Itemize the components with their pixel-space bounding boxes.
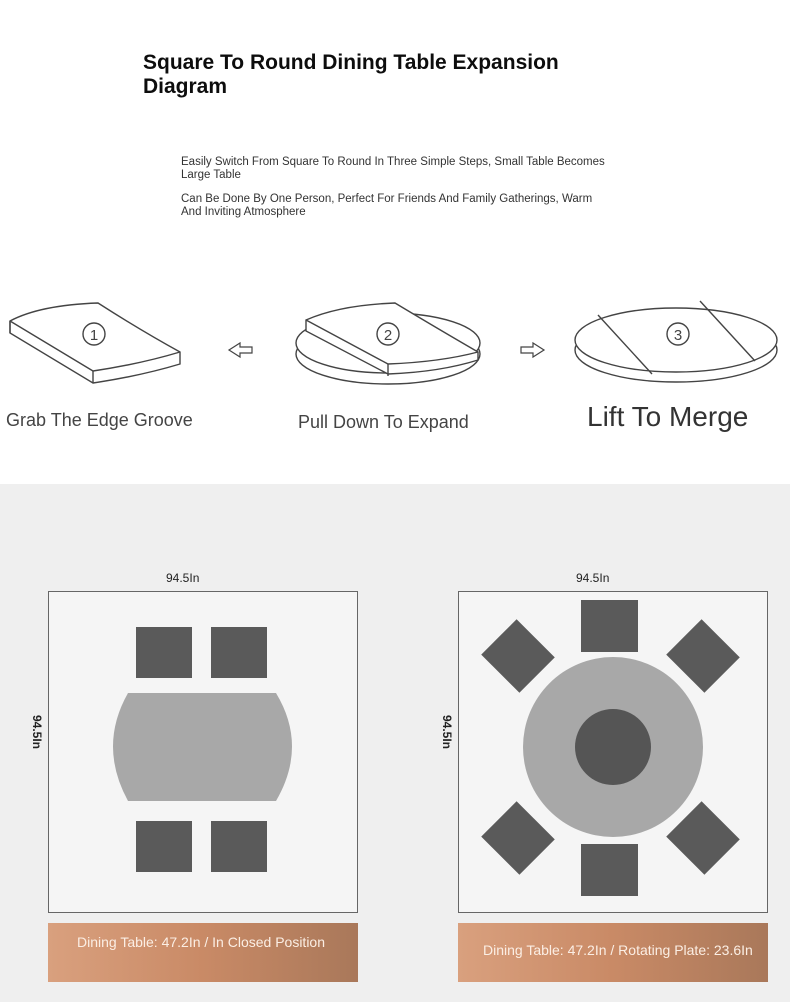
right-arrow-icon	[521, 343, 544, 357]
plan-2-depth-label: 94.5In	[440, 714, 455, 750]
plan-2-width-label: 94.5In	[576, 571, 610, 585]
step-2-number: 2	[383, 327, 393, 344]
step-1-number: 1	[89, 327, 99, 344]
steps-illustration	[0, 285, 790, 395]
chair	[136, 627, 192, 678]
step-3-table-icon	[575, 301, 777, 382]
chair	[581, 600, 638, 652]
step-3-number: 3	[673, 327, 683, 344]
dining-table-closed	[113, 693, 292, 801]
left-arrow-icon	[229, 343, 252, 357]
plan-1-depth-label: 94.5In	[30, 714, 45, 750]
plan-2-caption: Dining Table: 47.2In / Rotating Plate: 23.6In	[458, 923, 768, 982]
chair	[581, 844, 638, 896]
chair	[211, 821, 267, 872]
step-2-table-icon	[296, 303, 480, 384]
description-2: Can Be Done By One Person, Perfect For Friends And Family Gatherings, Warm And Inviting Atmosphere	[181, 193, 593, 218]
step-2-label: Pull Down To Expand	[298, 412, 469, 432]
plan-1-closed-layout	[48, 591, 358, 913]
step-1-table-icon	[10, 303, 180, 383]
rotating-plate	[575, 709, 651, 785]
step-1-label: Grab The Edge Groove	[6, 410, 193, 430]
page-title: Square To Round Dining Table Expansion Diagram	[143, 51, 559, 98]
chair	[136, 821, 192, 872]
description-1: Easily Switch From Square To Round In Three Simple Steps, Small Table Becomes Large Table	[181, 156, 605, 181]
chair	[211, 627, 267, 678]
plan-1-caption: Dining Table: 47.2In / In Closed Position	[48, 923, 358, 982]
plan-2-round-layout	[458, 591, 768, 913]
step-3-label: Lift To Merge	[587, 401, 749, 432]
plan-1-width-label: 94.5In	[166, 571, 200, 585]
